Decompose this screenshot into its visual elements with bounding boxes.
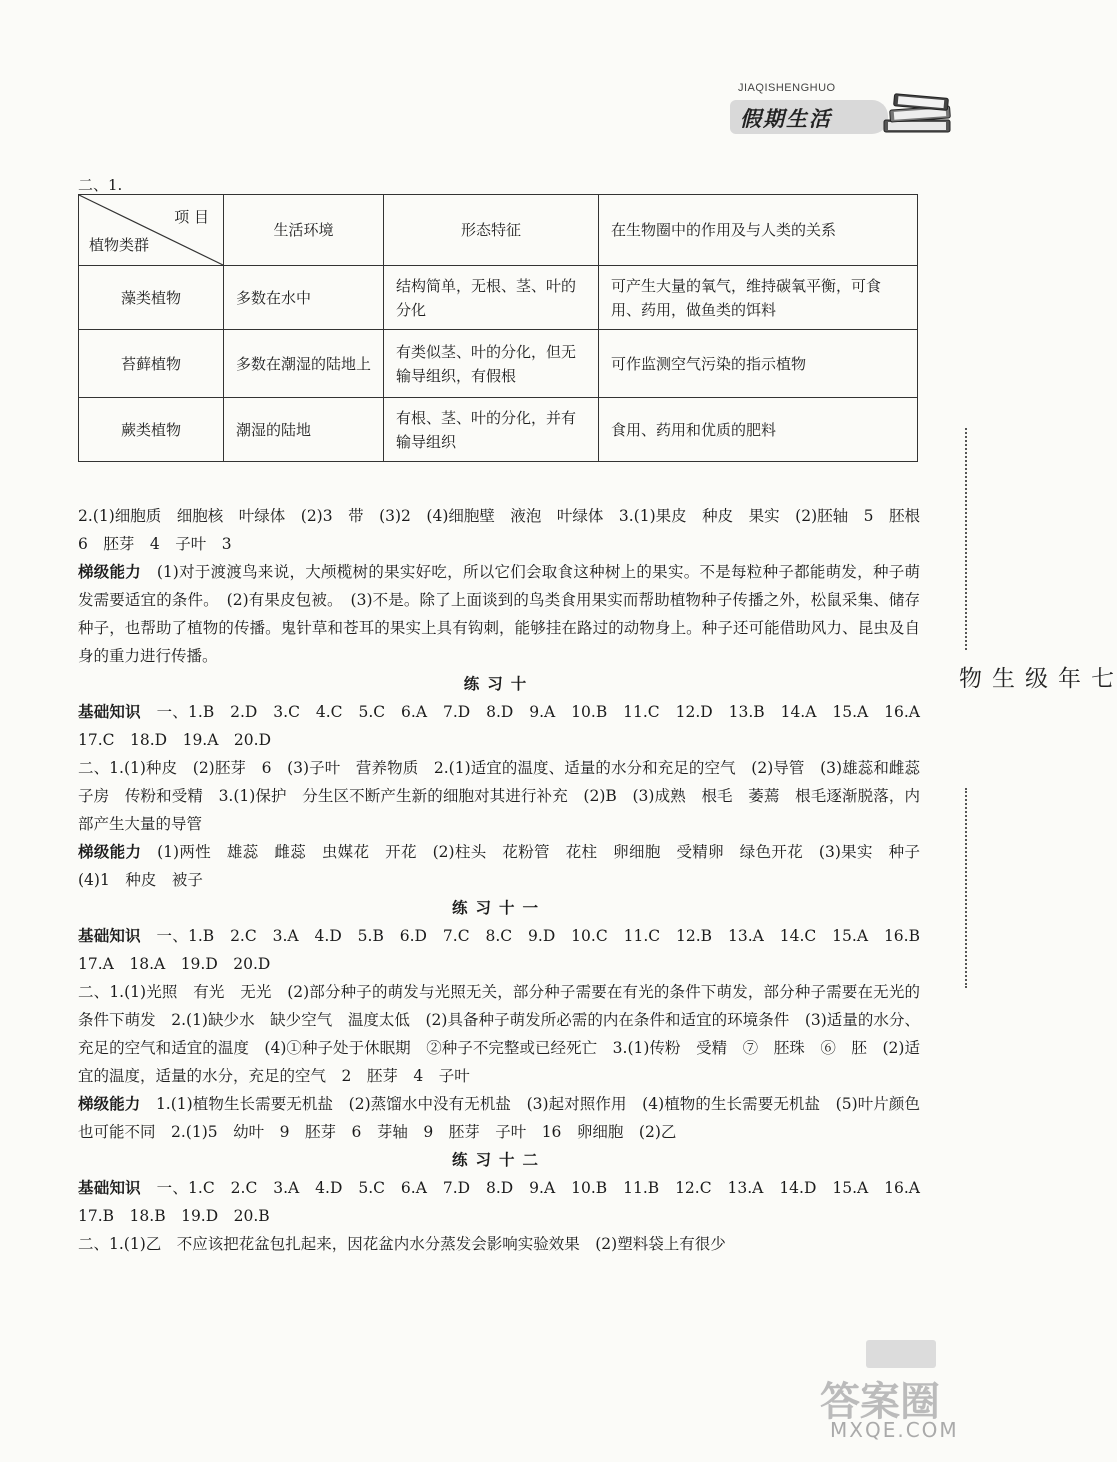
section-label: 基础知识 <box>78 927 141 945</box>
header-pinyin: JIAQISHENGHUO <box>738 82 836 94</box>
table-cell-feature: 有类似茎、叶的分化，但无输导组织，有假根 <box>384 330 599 398</box>
section-label: 梯级能力 <box>78 563 142 581</box>
answer-paragraph <box>78 558 920 670</box>
answer-text: 1.(1)植物生长需要无机盐 (2)蒸馏水中没有无机盐 (3)起对照作用 (4)植物的生长需要无机盐 (5)叶片颜色也可能不同 2.(1)5 幼叶 9 胚芽 6 芽轴 9 胚芽 子叶 16 卵细胞 (2)乙 <box>78 1095 920 1141</box>
answer-paragraph: 2.(1)细胞质 细胞核 叶绿体 (2)3 带 (3)2 (4)细胞壁 液泡 叶绿体 3.(1)果皮 种皮 果实 (2)胚轴 5 胚根 6 胚芽 4 子叶 3 <box>78 507 936 553</box>
table-cell-env: 多数在潮湿的陆地上 <box>224 330 384 398</box>
watermark-url: MXQE.COM <box>830 1418 959 1442</box>
answer-paragraph <box>78 1090 920 1146</box>
answer-text: (1)两性 雄蕊 雌蕊 虫媒花 开花 (2)柱头 花粉管 花柱 卵细胞 受精卵 绿色开花 (3)果实 种子 (4)1 种皮 被子 <box>78 843 936 889</box>
column-header: 在生物圈中的作用及与人类的关系 <box>599 195 918 266</box>
corner-top-label: 项 目 <box>174 208 209 226</box>
grade-subject-label: 七年级生物 <box>955 666 1113 691</box>
dotted-divider <box>965 428 967 650</box>
answer-body <box>78 502 936 1258</box>
answer-paragraph <box>78 698 936 754</box>
table-cell-role: 可产生大量的氧气，维持碳氧平衡，可食用、药用，做鱼类的饵料 <box>599 266 918 330</box>
side-grade-label <box>948 428 1113 691</box>
header-badge <box>730 78 960 138</box>
corner-bottom-label: 植物类群 <box>89 236 150 254</box>
answer-paragraph <box>78 838 936 894</box>
column-header: 生活环境 <box>224 195 384 266</box>
answer-paragraph: 二、1.(1)种皮 (2)胚芽 6 (3)子叶 营养物质 2.(1)适宜的温度、适量的水分和充足的空气 (2)导管 (3)雄蕊和雌蕊 子房 传粉和受精 3.(1)保护 分生区不断产生新的细胞对其进行补充 (2)B (3)成熟 根毛 萎蔫 根毛逐渐脱落，内部产生大量的导管 <box>78 759 936 833</box>
table-header-row <box>79 195 918 266</box>
answer-paragraph: 二、1.(1)乙 不应该把花盆包扎起来，因花盆内水分蒸发会影响实验效果 (2)塑料袋上有很少 <box>78 1235 726 1253</box>
table-cell-feature: 结构简单，无根、茎、叶的分化 <box>384 266 599 330</box>
exercise-heading: 练习十二 <box>451 1151 546 1169</box>
table-row <box>79 266 918 330</box>
table-cell-feature: 有根、茎、叶的分化，并有输导组织 <box>384 398 599 462</box>
section-title: 二、1. <box>78 176 123 194</box>
answer-text: 一、1.B 2.D 3.C 4.C 5.C 6.A 7.D 8.D 9.A 10.B 11.C 12.D 13.B 14.A 15.A 16.A 17.C 18.D 19.A 20.D <box>78 703 936 749</box>
page-number-box <box>866 1340 936 1368</box>
books-icon <box>880 90 960 138</box>
table-corner-cell <box>79 195 224 266</box>
table-cell-env: 潮湿的陆地 <box>224 398 384 462</box>
column-header: 形态特征 <box>384 195 599 266</box>
answer-text: (1)对于渡渡鸟来说，大颅榄树的果实好吃，所以它们会取食这种树上的果实。不是每粒种子都能萌发，种子萌发需要适宜的条件。 (2)有果皮包被。 (3)不是。除了上面谈到的鸟类食用果实而帮助植物种子传播之外，松鼠采集、储存种子，也帮助了植物的传播。鬼针草和苍耳的果实上具有钩刺，能够挂在路过的动物身上。种子还可能借助风力、昆虫及自身的重力进行传播。 <box>78 563 920 665</box>
section-label: 基础知识 <box>78 1179 141 1197</box>
header-title: 假期生活 <box>740 107 832 131</box>
table-cell-group: 苔藓植物 <box>79 330 224 398</box>
table-row <box>79 398 918 462</box>
section-label: 基础知识 <box>78 703 141 721</box>
table-row <box>79 330 918 398</box>
answer-paragraph: 二、1.(1)光照 有光 无光 (2)部分种子的萌发与光照无关，部分种子需要在有光的条件下萌发，部分种子需要在无光的条件下萌发 2.(1)缺少水 缺少空气 温度太低 (2)具备种子萌发所必需的内在条件和适宜的环境条件 (3)适量的水分、充足的空气和适宜的温度 (4)①种子处于休眠期 ②种子不完整或已经死亡 3.(1)传粉 受精 ⑦ 胚珠 ⑥ 胚 (2)适宜的温度，适量的水分，充足的空气 2 胚芽 4 子叶 <box>78 983 920 1085</box>
table-cell-env: 多数在水中 <box>224 266 384 330</box>
dotted-divider <box>965 788 967 988</box>
table-cell-role: 食用、药用和优质的肥料 <box>599 398 918 462</box>
answer-text: 一、1.B 2.C 3.A 4.D 5.B 6.D 7.C 8.C 9.D 10.C 11.C 12.B 13.A 14.C 15.A 16.B 17.A 18.A 19.D 20.D <box>78 927 936 973</box>
exercise-heading: 练习十 <box>463 675 535 693</box>
section-label: 梯级能力 <box>78 843 142 861</box>
answer-paragraph <box>78 922 936 978</box>
table-cell-role: 可作监测空气污染的指示植物 <box>599 330 918 398</box>
watermark-logo: 答案圈 <box>820 1379 940 1425</box>
table-cell-group: 蕨类植物 <box>79 398 224 462</box>
table-cell-group: 藻类植物 <box>79 266 224 330</box>
answer-paragraph <box>78 1174 936 1230</box>
plant-groups-table <box>78 194 918 462</box>
exercise-heading: 练习十一 <box>451 899 546 917</box>
answer-text: 一、1.C 2.C 3.A 4.D 5.C 6.A 7.D 8.D 9.A 10.B 11.B 12.C 13.A 14.D 15.A 16.A 17.B 18.B 19.D 20.B <box>78 1179 936 1225</box>
section-label: 梯级能力 <box>78 1095 141 1113</box>
